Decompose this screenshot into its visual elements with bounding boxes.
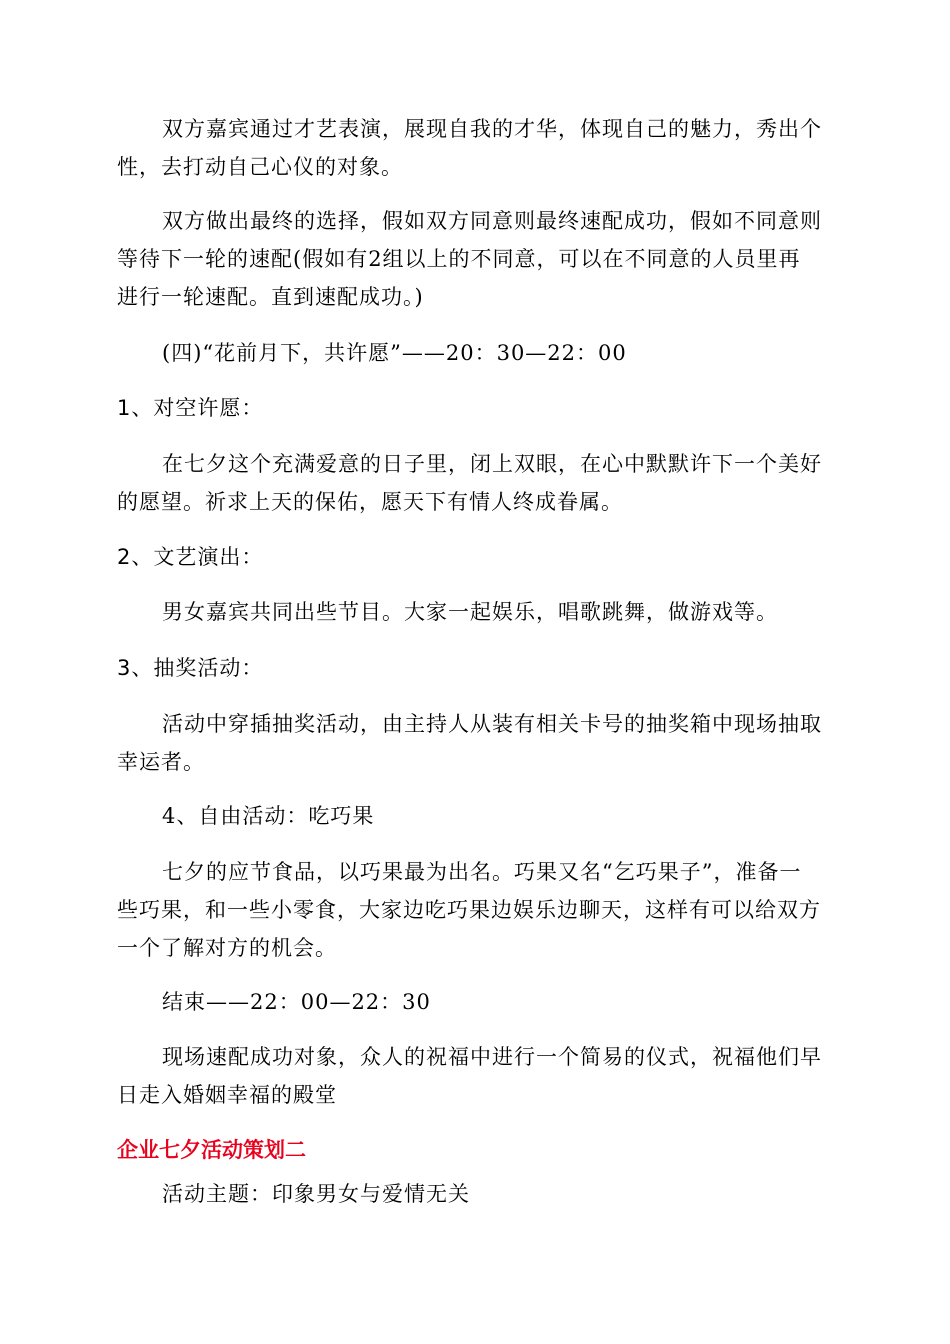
paragraph-line: 活动主题：印象男女与爱情无关 <box>162 1182 470 1206</box>
list-heading: 2、文艺演出： <box>117 545 264 569</box>
section-subtitle: 结束——22：00—22：30 <box>162 990 431 1014</box>
paragraph-line: 些巧果，和一些小零食，大家边吃巧果边娱乐边聊天，这样有可以给双方 <box>117 898 821 922</box>
paragraph-line: 活动中穿插抽奖活动，由主持人从装有相关卡号的抽奖箱中现场抽取 <box>162 712 822 736</box>
list-heading: 3、抽奖活动： <box>117 656 264 680</box>
paragraph-line: 等待下一轮的速配(假如有2组以上的不同意，可以在不同意的人员里再 <box>117 247 801 271</box>
paragraph-line: 现场速配成功对象，众人的祝福中进行一个简易的仪式，祝福他们早 <box>162 1045 822 1069</box>
paragraph-line: 在七夕这个充满爱意的日子里，闭上双眼，在心中默默许下一个美好 <box>162 452 822 476</box>
paragraph-line: 的愿望。祈求上天的保佑，愿天下有情人终成眷属。 <box>117 490 623 514</box>
section-heading: 企业七夕活动策划二 <box>117 1138 306 1162</box>
section-subtitle: (四)“花前月下，共许愿”——20：30—22：00 <box>162 341 627 365</box>
list-heading: 1、对空许愿： <box>117 396 264 420</box>
list-heading: 4、自由活动：吃巧果 <box>162 804 375 828</box>
paragraph-line: 七夕的应节食品，以巧果最为出名。巧果又名“乞巧果子”，准备一 <box>162 860 802 884</box>
paragraph-line: 性，去打动自己心仪的对象。 <box>117 155 403 179</box>
paragraph-line: 一个了解对方的机会。 <box>117 936 337 960</box>
paragraph-line: 日走入婚姻幸福的殿堂 <box>117 1083 337 1107</box>
paragraph-line: 男女嘉宾共同出些节目。大家一起娱乐，唱歌跳舞，做游戏等。 <box>162 600 778 624</box>
paragraph-line: 双方做出最终的选择，假如双方同意则最终速配成功，假如不同意则 <box>162 209 822 233</box>
paragraph-line: 双方嘉宾通过才艺表演，展现自我的才华，体现自己的魅力，秀出个 <box>162 117 822 141</box>
paragraph-line: 幸运者。 <box>117 750 205 774</box>
paragraph-line: 进行一轮速配。直到速配成功。) <box>117 285 424 309</box>
